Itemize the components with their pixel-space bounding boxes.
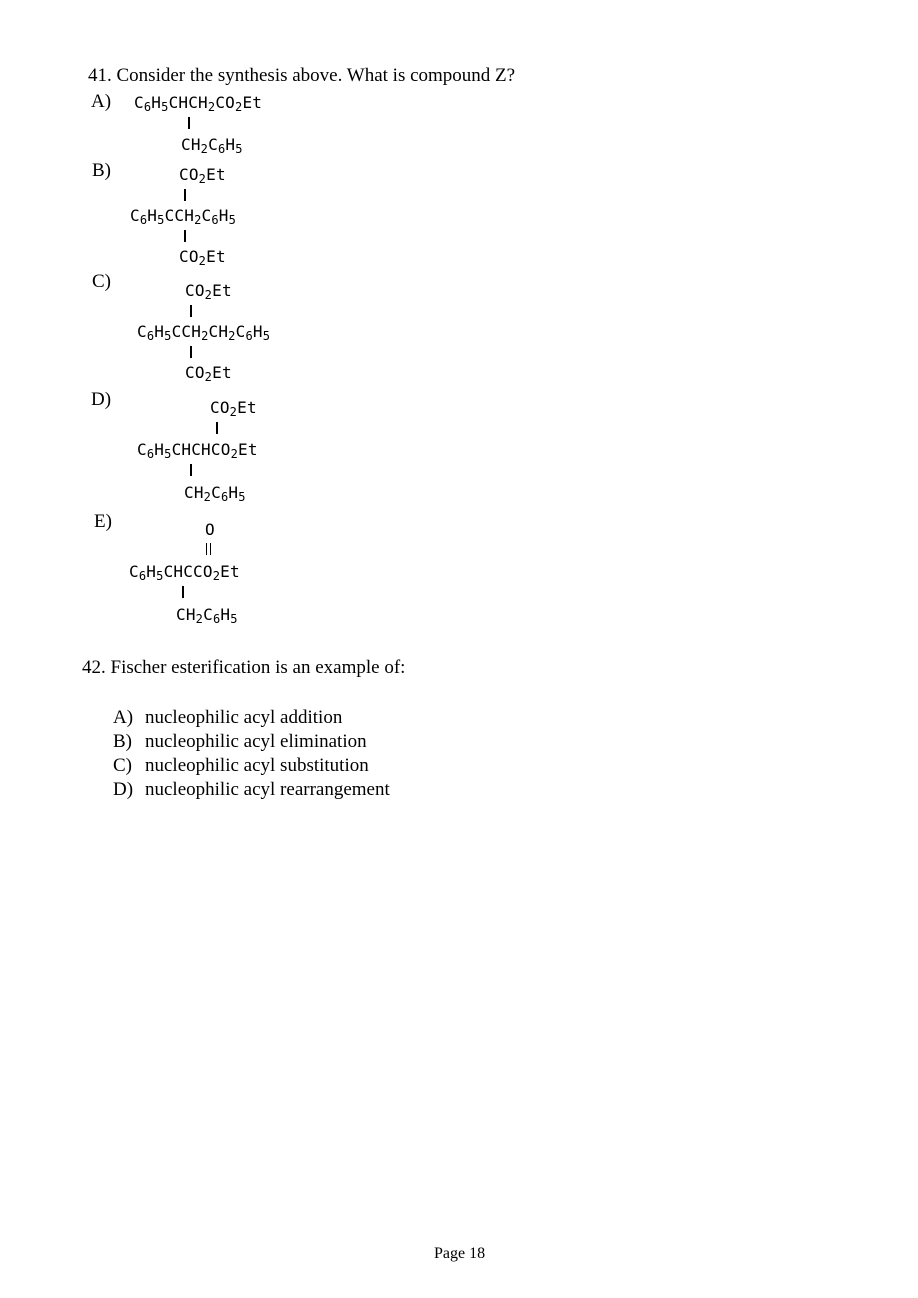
q41-option-a-main-formula: $C_6H_5CHCH_2CO_2Et$ xyxy=(134,93,263,114)
q42-option-a xyxy=(113,706,390,730)
q41-option-e-substituent-below: $CH_2C_6H_5$ xyxy=(176,605,238,626)
q41-option-c-substituent-below: $CO_2Et$ xyxy=(185,363,232,384)
q42-option-a-letter: A) xyxy=(113,707,134,728)
q42-option-b-text: nucleophilic acyl elimination xyxy=(145,731,367,752)
q41-option-a-letter: A) xyxy=(91,91,112,112)
q42-option-d-letter: D) xyxy=(113,779,134,800)
q41-option-d-substituent-below: $CH_2C_6H_5$ xyxy=(184,483,246,504)
q41-option-b-substituent-above: $CO_2Et$ xyxy=(179,165,226,186)
question-42-text: 42. Fischer esterification is an example of: xyxy=(82,657,406,678)
q41-option-b-bond-top xyxy=(184,189,186,201)
q41-option-b-bond-bottom xyxy=(184,230,186,242)
q42-option-c xyxy=(113,754,390,778)
q42-option-c-text: nucleophilic acyl substitution xyxy=(145,755,369,776)
q41-option-a-substituent-below: $CH_2C_6H_5$ xyxy=(181,135,243,156)
q41-option-d-bond-bottom xyxy=(190,464,192,476)
q41-option-e-carbonyl-oxygen: O xyxy=(205,520,215,539)
q42-option-d-text: nucleophilic acyl rearrangement xyxy=(145,779,390,800)
q41-option-c-bond-bottom xyxy=(190,346,192,358)
q41-option-e-double-bond xyxy=(206,543,211,555)
q42-option-b-letter: B) xyxy=(113,731,132,752)
page-number: Page 18 xyxy=(434,1245,486,1262)
q42-option-b xyxy=(113,730,390,754)
q41-option-c-letter: C) xyxy=(92,271,111,292)
q42-option-d xyxy=(113,778,390,802)
q41-option-d-letter: D) xyxy=(91,389,112,410)
q41-option-d-bond-top xyxy=(216,422,218,434)
q41-option-b-letter: B) xyxy=(92,160,111,181)
q41-option-a-bond xyxy=(188,117,190,129)
q41-option-c-substituent-above: $CO_2Et$ xyxy=(185,281,232,302)
q42-options-list xyxy=(113,706,390,802)
q41-option-c-main-formula: $C_6H_5CCH_2CH_2C_6H_5$ xyxy=(137,322,271,343)
q41-option-e-bond-bottom xyxy=(182,586,184,598)
q41-option-c-bond-top xyxy=(190,305,192,317)
q41-option-b-main-formula: $C_6H_5CCH_2C_6H_5$ xyxy=(130,206,237,227)
question-41-text: 41. Consider the synthesis above. What is compound Z? xyxy=(88,65,516,86)
q41-option-e-letter: E) xyxy=(94,511,112,532)
q41-option-d-main-formula: $C_6H_5CHCHCO_2Et$ xyxy=(137,440,258,461)
q42-option-a-text: nucleophilic acyl addition xyxy=(145,707,343,728)
q41-option-d-substituent-above: $CO_2Et$ xyxy=(210,398,257,419)
q41-option-e-main-formula: $C_6H_5CHCCO_2Et$ xyxy=(129,562,240,583)
q42-option-c-letter: C) xyxy=(113,755,132,776)
q41-option-b-substituent-below: $CO_2Et$ xyxy=(179,247,226,268)
